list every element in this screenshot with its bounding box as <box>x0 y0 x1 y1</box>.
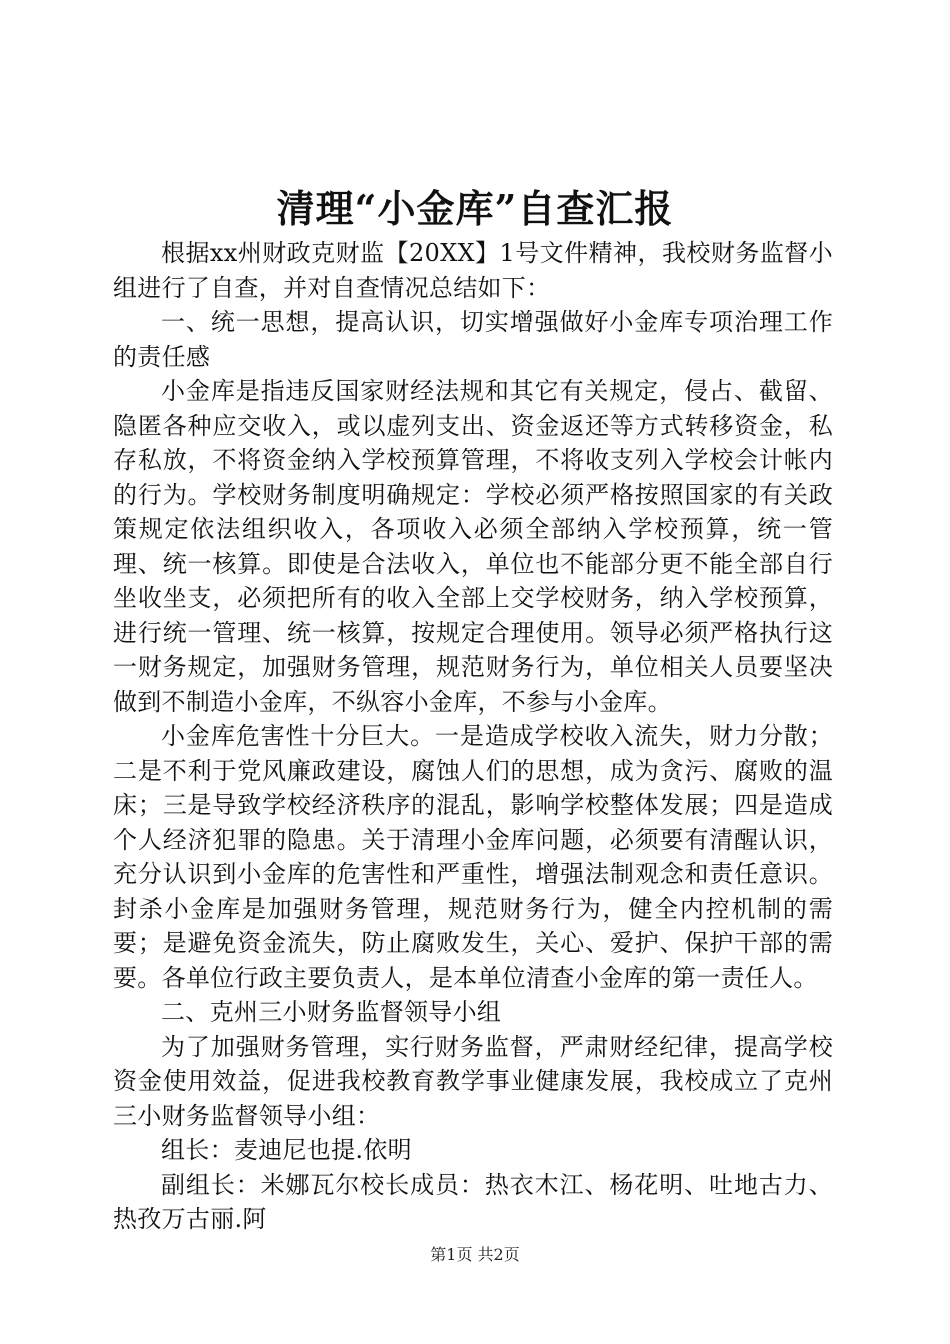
document-title: 清理“小金库”自查汇报 <box>276 186 674 231</box>
paragraph-group-members: 副组长：米娜瓦尔校长成员：热衣木江、杨花明、吐地古力、热孜万古丽.阿 <box>113 1170 833 1233</box>
paragraph-intro: 根据xx州财政克财监【20XX】1号文件精神，我校财务监督小组进行了自查，并对自查情况总结如下： <box>113 239 833 302</box>
paragraph-harm: 小金库危害性十分巨大。一是造成学校收入流失，财力分散；二是不利于党风廉政建设，腐蚀人们的思想，成为贪污、腐败的温床；三是导致学校经济秩序的混乱，影响学校整体发展；四是造成个人经济犯罪的隐患。关于清理小金库问题，必须要有清醒认识，充分认识到小金库的危害性和严重性，增强法制观念和责任意识。封杀小金库是加强财务管理，规范财务行为，健全内控机制的需要；是避免资金流失，防止腐败发生，关心、爱护、保护干部的需要。各单位行政主要负责人，是本单位清查小金库的第一责任人。 <box>113 722 833 992</box>
section-heading-1: 一、统一思想，提高认识，切实增强做好小金库专项治理工作的责任感 <box>113 308 833 371</box>
page-footer: 第1页 共2页 <box>430 1245 520 1264</box>
paragraph-group-leader: 组长：麦迪尼也提.依明 <box>161 1136 412 1164</box>
section-heading-2: 二、克州三小财务监督领导小组 <box>161 998 502 1026</box>
paragraph-group-setup: 为了加强财务管理，实行财务监督，严肃财经纪律，提高学校资金使用效益，促进我校教育教学事业健康发展，我校成立了克州三小财务监督领导小组： <box>113 1032 833 1130</box>
paragraph-definition: 小金库是指违反国家财经法规和其它有关规定，侵占、截留、隐匿各种应交收入，或以虚列支出、资金返还等方式转移资金，私存私放，不将资金纳入学校预算管理，不将收支列入学校会计帐内的行为。学校财务制度明确规定：学校必须严格按照国家的有关政策规定依法组织收入，各项收入必须全部纳入学校预算，统一管理、统一核算。即使是合法收入，单位也不能部分更不能全部自行坐收坐支，必须把所有的收入全部上交学校财务，纳入学校预算，进行统一管理、统一核算，按规定合理使用。领导必须严格执行这一财务规定，加强财务管理，规范财务行为，单位相关人员要坚决做到不制造小金库，不纵容小金库，不参与小金库。 <box>113 377 833 716</box>
document-body <box>113 236 833 1237</box>
